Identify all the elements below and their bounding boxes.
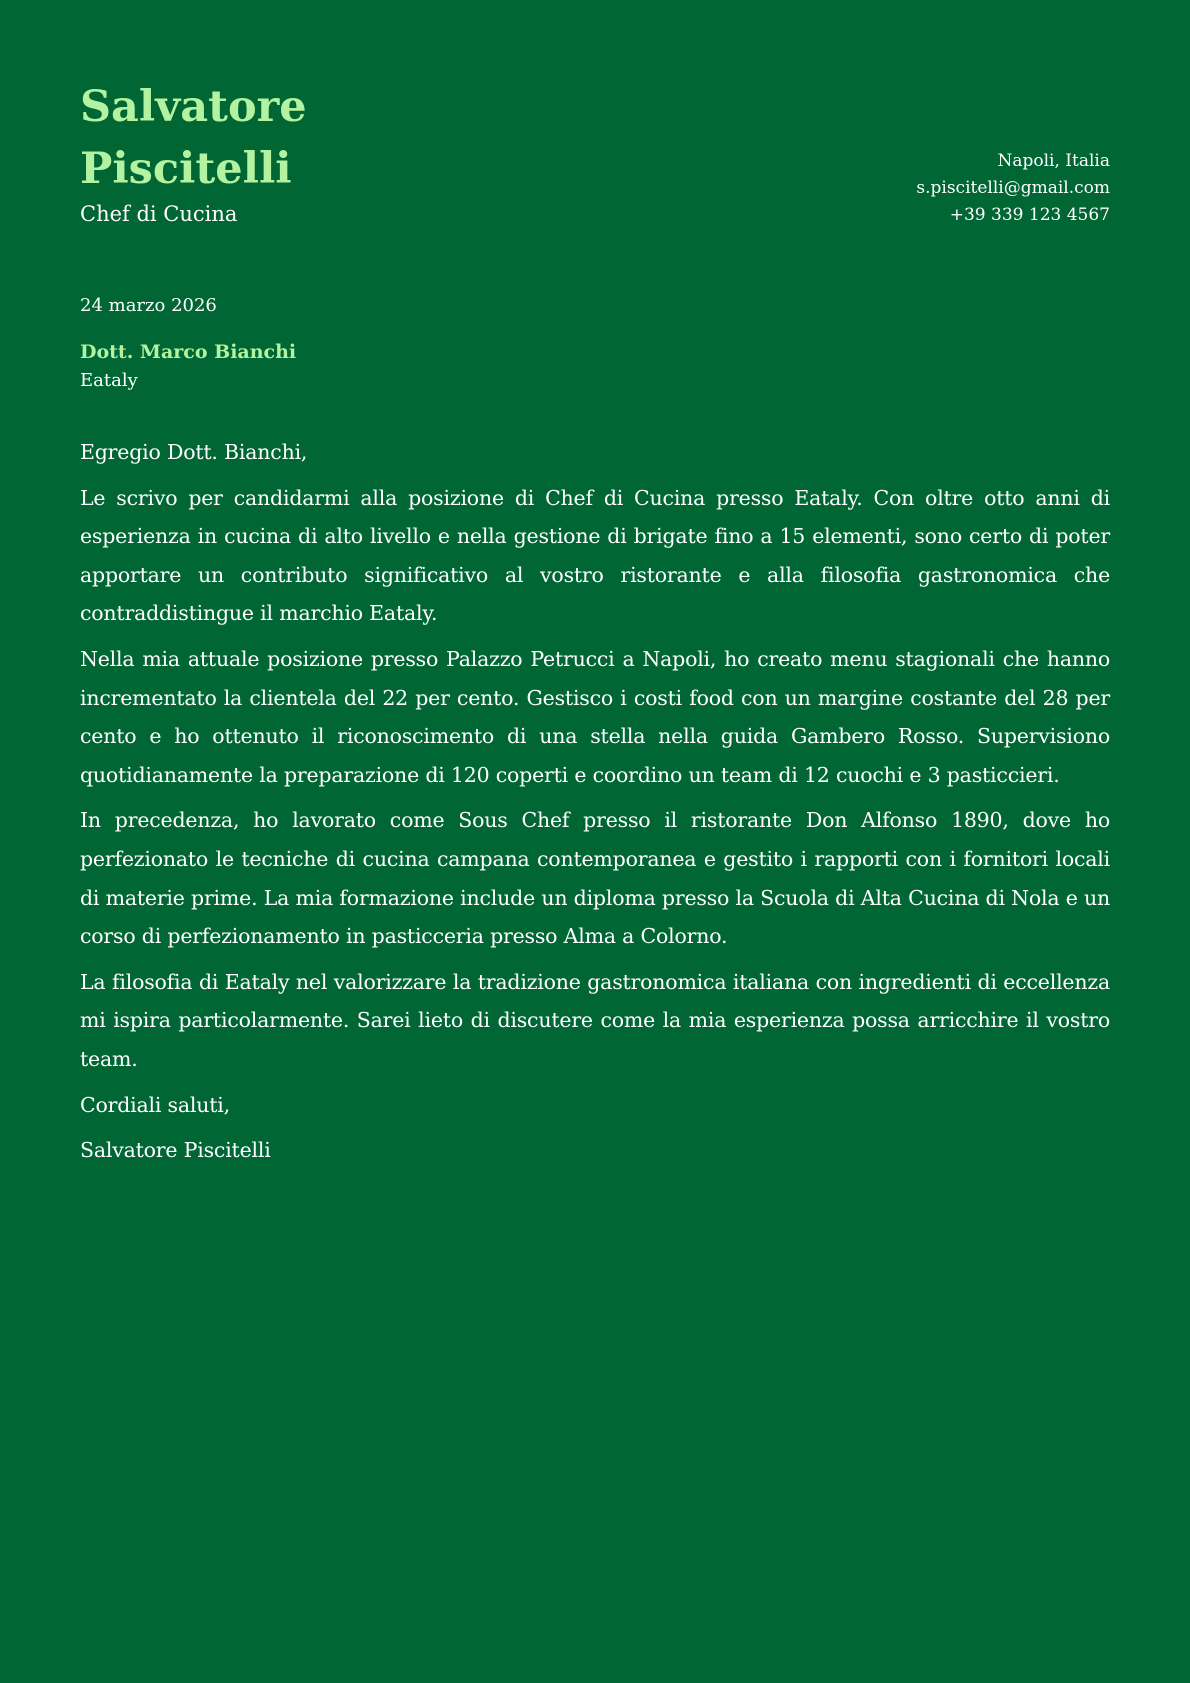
sender-role: Chef di Cucina [80,202,238,226]
paragraph-closing-motivation: La filosofia di Eataly nel valorizzare la tradizione gastronomica italiana con ingredienti di eccellenza mi ispira particolarmente. Sarei lieto di discutere come la mia esperienza possa arricchire il vostro team. [80,969,1110,1071]
sender-last-name: Piscitelli [80,144,292,194]
sender-first-name: Salvatore [80,82,307,132]
contact-phone: +39 339 123 4567 [949,205,1110,225]
contact-location: Napoli, Italia [997,151,1110,171]
letter-body [80,433,1110,1177]
letter-date: 24 marzo 2026 [80,295,217,316]
letter-header [80,0,1110,235]
paragraph-current-role: Nella mia attuale posizione presso Palazzo Petrucci a Napoli, ho creato menu stagionali che hanno incrementato la clientela del 22 per cento. Gestisco i costi food con un margine costante del 28 per cento e ho ottenuto il riconoscimento di una stella nella guida Gambero Rosso. Supervisiono quotidianamente la preparazione di 120 coperti e coordino un team di 12 cuochi e 3 pasticcieri. [80,646,1110,787]
paragraph-intro: Le scrivo per candidarmi alla posizione di Chef di Cucina presso Eataly. Con oltre otto anni di esperienza in cucina di alto livello e nella gestione di brigate fino a 15 elementi, sono certo di poter apportare un contributo significativo al vostro ristorante e alla filosofia gastronomica che contraddistingue il marchio Eataly. [80,485,1110,626]
recipient-company: Eataly [80,370,138,391]
signature: Salvatore Piscitelli [80,1138,271,1163]
recipient-name: Dott. Marco Bianchi [80,341,297,363]
recipient-block [80,337,296,395]
closing: Cordiali saluti, [80,1092,230,1117]
contact-block [916,148,1110,229]
paragraph-previous-role: In precedenza, ho lavorato come Sous Chef presso il ristorante Don Alfonso 1890, dove ho perfezionato le tecniche di cucina campana contemporanea e gestito i rapporti con i fornitori locali di materie prime. La mia formazione include un diploma presso la Scuola di Alta Cucina di Nola e un corso di perfezionamento in pasticceria presso Alma a Colorno. [80,808,1110,949]
contact-email: s.piscitelli@gmail.com [916,178,1110,198]
sender-name [80,76,420,200]
salutation: Egregio Dott. Bianchi, [80,440,308,464]
